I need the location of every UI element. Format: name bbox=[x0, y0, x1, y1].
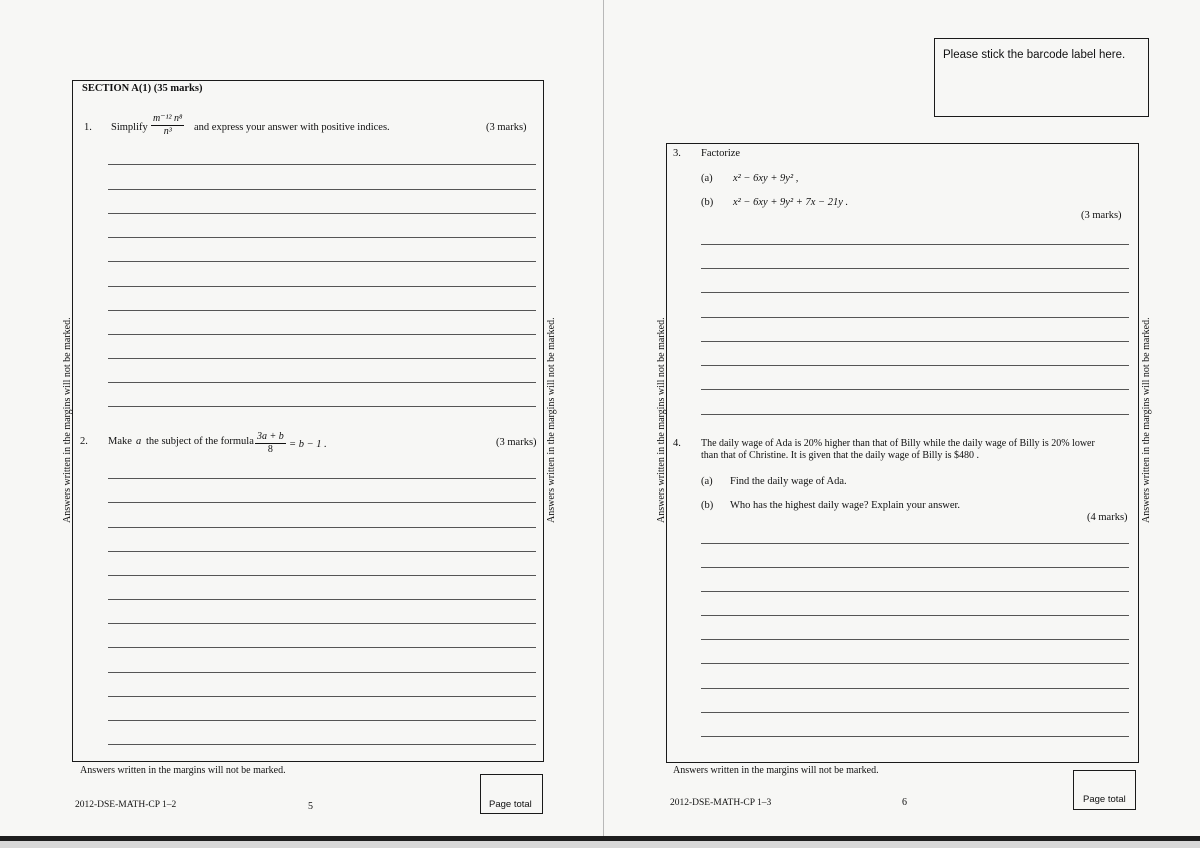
question-3-number: 3. bbox=[673, 148, 681, 159]
left-page-number: 5 bbox=[308, 801, 313, 812]
question-1-text-after: and express your answer with positive indices. bbox=[194, 122, 390, 133]
left-answer-frame bbox=[72, 80, 544, 762]
page-spine bbox=[603, 0, 604, 840]
answer-line bbox=[701, 615, 1129, 616]
answer-line bbox=[108, 647, 536, 648]
question-1-fraction-numerator: m⁻¹² n⁸ bbox=[153, 113, 183, 124]
question-2-text-after: = b − 1 . bbox=[289, 439, 327, 450]
answer-line bbox=[701, 688, 1129, 689]
answer-line bbox=[108, 189, 536, 190]
right-margin-note-inner: Answers written in the margins will not be marked. bbox=[656, 317, 667, 523]
answer-line bbox=[108, 286, 536, 287]
question-4b-label: (b) bbox=[701, 500, 714, 511]
answer-line bbox=[701, 389, 1129, 390]
section-title: SECTION A(1) (35 marks) bbox=[82, 83, 203, 94]
right-footer-note: Answers written in the margins will not be marked. bbox=[673, 765, 879, 776]
question-3-title: Factorize bbox=[701, 148, 741, 159]
question-3-marks: (3 marks) bbox=[1081, 210, 1122, 221]
question-2-marks: (3 marks) bbox=[496, 437, 537, 448]
answer-line bbox=[108, 237, 536, 238]
question-3a-expression: x² − 6xy + 9y² , bbox=[733, 173, 799, 184]
answer-line bbox=[108, 334, 536, 335]
answer-line bbox=[108, 527, 536, 528]
answer-line bbox=[108, 478, 536, 479]
answer-line bbox=[701, 268, 1129, 269]
question-4-line-2: than that of Christine. It is given that the daily wage of Billy is $480 . bbox=[701, 450, 980, 461]
answer-line bbox=[108, 744, 536, 745]
question-4b-text: Who has the highest daily wage? Explain your answer. bbox=[730, 500, 961, 511]
answer-line bbox=[108, 358, 536, 359]
answer-line bbox=[701, 712, 1129, 713]
question-2-number: 2. bbox=[80, 436, 88, 447]
question-1-marks: (3 marks) bbox=[486, 122, 527, 133]
answer-line bbox=[701, 591, 1129, 592]
question-4-number: 4. bbox=[673, 438, 681, 449]
answer-line bbox=[108, 310, 536, 311]
question-2-fraction-numerator: 3a + b bbox=[257, 431, 284, 442]
answer-line bbox=[108, 623, 536, 624]
left-margin-note-outer: Answers written in the margins will not be marked. bbox=[62, 317, 73, 523]
answer-line bbox=[701, 365, 1129, 366]
question-1-number: 1. bbox=[84, 122, 92, 133]
question-2-text-before: Make bbox=[108, 436, 132, 447]
question-4-marks: (4 marks) bbox=[1087, 512, 1128, 523]
answer-line bbox=[108, 261, 536, 262]
answer-line bbox=[701, 244, 1129, 245]
answer-line bbox=[701, 292, 1129, 293]
question-3b-label: (b) bbox=[701, 197, 714, 208]
answer-line bbox=[701, 317, 1129, 318]
question-2-variable: a bbox=[136, 436, 142, 447]
answer-line bbox=[108, 575, 536, 576]
answer-line bbox=[108, 502, 536, 503]
answer-line bbox=[701, 567, 1129, 568]
right-paper-code: 2012-DSE-MATH-CP 1–3 bbox=[670, 798, 772, 808]
answer-line bbox=[108, 382, 536, 383]
left-page-total-label: Page total bbox=[489, 799, 532, 810]
right-page-total-label: Page total bbox=[1083, 794, 1126, 805]
question-3a-label: (a) bbox=[701, 173, 713, 184]
answer-line bbox=[108, 551, 536, 552]
question-1-fraction-denominator: n³ bbox=[163, 126, 172, 137]
left-page-total-box bbox=[480, 774, 543, 814]
question-1-fraction bbox=[151, 113, 184, 138]
answer-line bbox=[701, 663, 1129, 664]
answer-line bbox=[108, 406, 536, 407]
question-2-fraction bbox=[255, 431, 286, 456]
left-paper-code: 2012-DSE-MATH-CP 1–2 bbox=[75, 800, 177, 810]
right-margin-note-outer: Answers written in the margins will not be marked. bbox=[1141, 317, 1152, 523]
answer-line bbox=[701, 543, 1129, 544]
answer-line bbox=[108, 213, 536, 214]
answer-line bbox=[701, 639, 1129, 640]
question-4-line-1: The daily wage of Ada is 20% higher than that of Billy while the daily wage of Billy is 20% lower bbox=[701, 438, 1095, 449]
answer-line bbox=[701, 341, 1129, 342]
answer-line bbox=[108, 720, 536, 721]
left-margin-note-inner: Answers written in the margins will not be marked. bbox=[546, 317, 557, 523]
answer-line bbox=[701, 736, 1129, 737]
answer-line bbox=[108, 672, 536, 673]
question-2-fraction-denominator: 8 bbox=[267, 444, 273, 455]
question-1-text-before: Simplify bbox=[111, 122, 148, 133]
question-4a-label: (a) bbox=[701, 476, 713, 487]
answer-line bbox=[701, 414, 1129, 415]
question-4a-text: Find the daily wage of Ada. bbox=[730, 476, 847, 487]
answer-line bbox=[108, 164, 536, 165]
answer-line bbox=[108, 599, 536, 600]
right-page-total-box bbox=[1073, 770, 1136, 810]
question-2-text-mid: the subject of the formula bbox=[146, 436, 254, 447]
scan-bottom-shadow bbox=[0, 841, 1200, 848]
answer-line bbox=[108, 696, 536, 697]
barcode-label-text: Please stick the barcode label here. bbox=[943, 49, 1126, 61]
question-3b-expression: x² − 6xy + 9y² + 7x − 21y . bbox=[733, 197, 849, 208]
right-page-number: 6 bbox=[902, 797, 907, 808]
left-footer-note: Answers written in the margins will not be marked. bbox=[80, 765, 286, 776]
barcode-label-box bbox=[934, 38, 1149, 117]
